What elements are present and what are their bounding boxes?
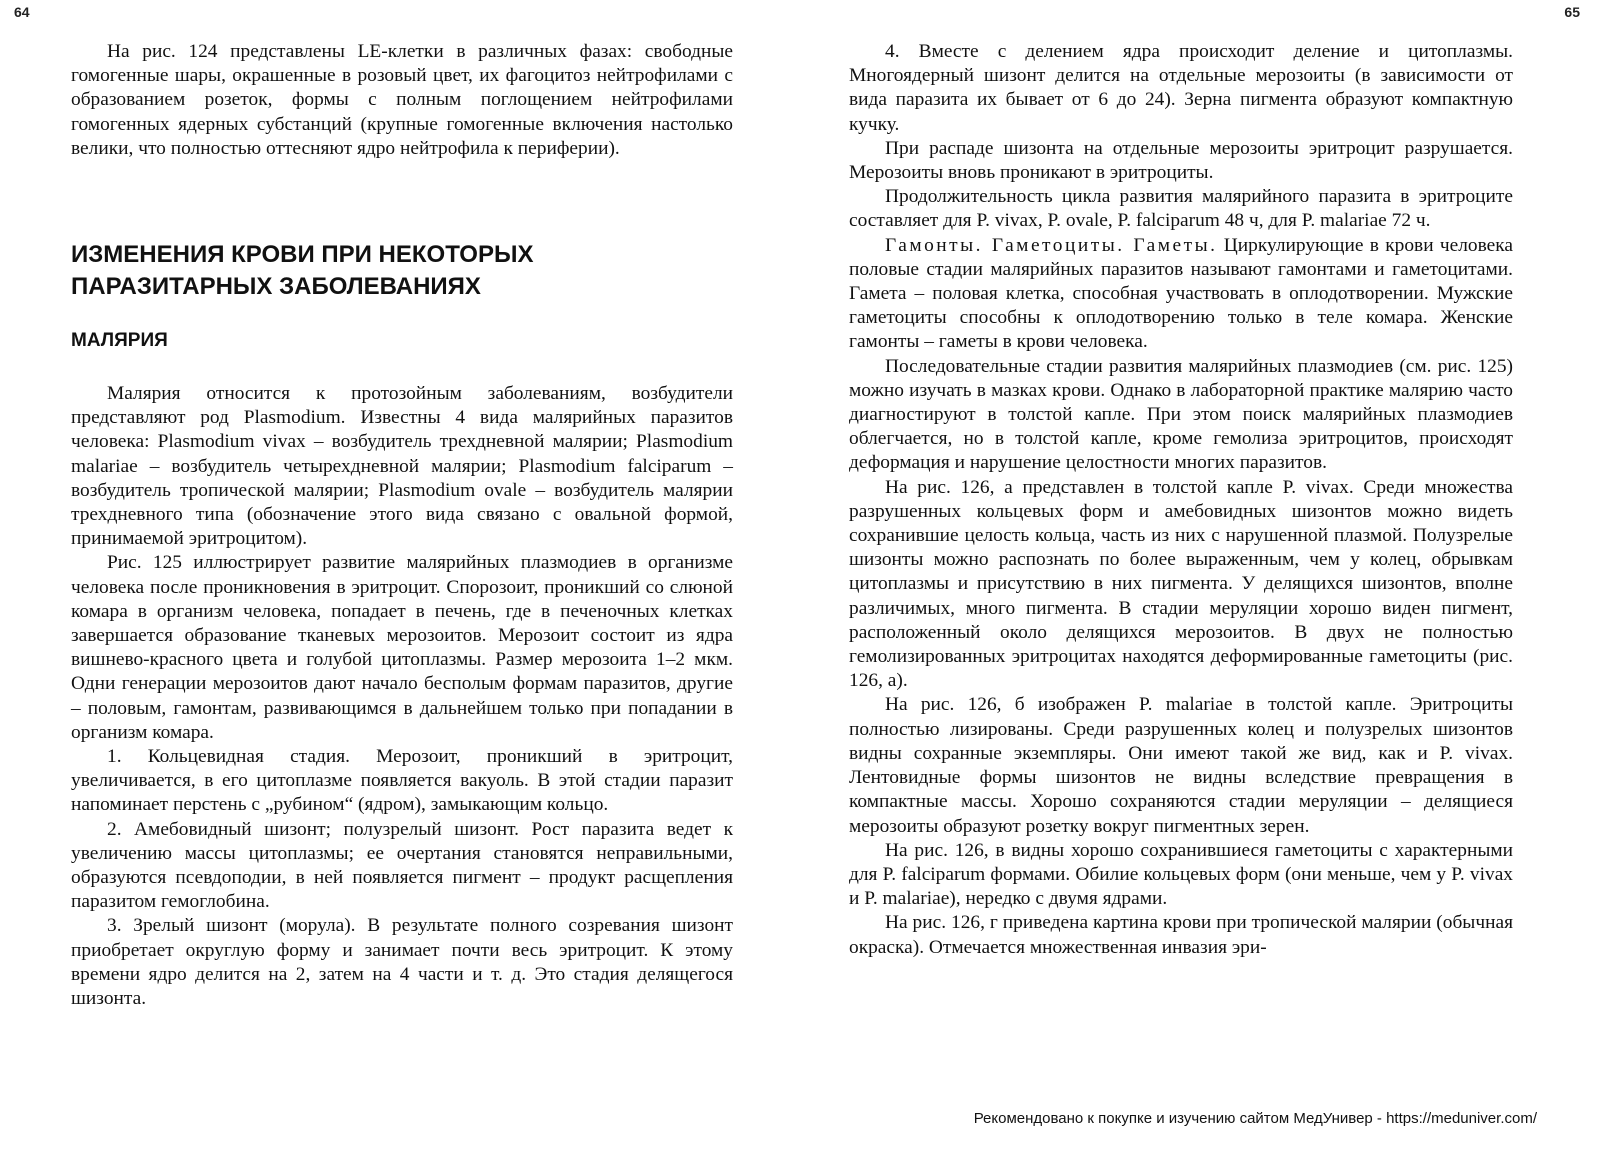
section-title [71,239,733,303]
section-title-line-1: ИЗМЕНЕНИЯ КРОВИ ПРИ НЕКОТОРЫХ [71,241,534,269]
paragraph: При распаде шизонта на отдельные мерозоиты эритроцит разрушается. Мерозоиты вновь проникают в эритроциты. [849,137,1513,184]
paragraph: На рис. 126, г приведена картина крови при тропической малярии (обычная окраска). Отмечается множественная инвазия эри- [849,912,1513,958]
gamont-paragraph [849,234,1513,355]
right-page-column [849,40,1513,960]
paragraph: Рис. 125 иллюстрирует развитие малярийных плазмодиев в организме человека после проникновения в эритроцит. Спорозоит, проникший со слюной комара в организм человека, попадает в печень, где в печеночных клетках завершается образование тканевых мерозоитов. Мерозоит состоит из ядра вишнево-красного цвета и голубой цитоплазмы. Размер мерозоита 1–2 мкм. Одни генерации мерозоитов дают начало бесполым формам паразитов, другие – половым, гамонтам, развивающимся в дальнейшем только при попадании в организм комара. [71,552,733,743]
subsection-title: МАЛЯРИЯ [71,330,168,352]
paragraph: На рис. 126, в видны хорошо сохранившиеся гаметоциты с характерными для P. falciparum формами. Обилие кольцевых форм (они меньше, чем у P. vivax и P. malariae), нередко с двумя ядрами. [849,839,1513,910]
page-number-right: 65 [1564,4,1580,20]
paragraph: На рис. 126, б изображен P. malariae в толстой капле. Эритроциты полностью лизированы. Среди разрушенных колец и полузрелых шизонтов видны сохранные экземпляры. Они имеют такой же вид, как и P. vivax. Лентовидные формы шизонтов не видны вследствие превращения в компактные массы. Хорошо сохраняются стадии меруляции – делящиеся мерозоиты образуют розетку вокруг пигментных зерен. [849,694,1513,837]
paragraph: 2. Амебовидный шизонт; полузрелый шизонт. Рост паразита ведет к увеличению массы цитоплазмы; ее очертания становятся неправильными, образуются псевдоподии, в ней появляется пигмент – продукт расщепления паразитом гемоглобина. [71,818,733,913]
paragraph: Продолжительность цикла развития малярийного паразита в эритроците составляет для P. vivax, P. ovale, P. falciparum 48 ч, для P. malariae 72 ч. [849,186,1513,232]
intro-paragraph: На рис. 124 представлены LE-клетки в различных фазах: свободные гомогенные шары, окрашенные в розовый цвет, их фагоцитоз нейтрофилами с образованием розеток, формы с полным поглощением нейтрофилами гомогенных ядерных субстанций (крупные гомогенные включения настолько велики, что полностью оттесняют ядро нейтрофила к периферии). [71,41,733,159]
paragraph: Последовательные стадии развития малярийных плазмодиев (см. рис. 125) можно изучать в мазках крови. Однако в лабораторной практике малярию часто диагностируют в толстой капле. При этом поиск малярийных плазмодиев облегчается, но в толстой капле, кроме гемолиза эритроцитов, происходят деформация и нарушение целостности многих паразитов. [849,355,1513,474]
gamont-text: Циркулирующие в крови человека половые стадии малярийных паразитов называют гамонтами и гаметоцитами. Гамета – половая клетка, способная участвовать в оплодотворении. Мужские гаметоциты способны к оплодотворению только в теле комара. Женские гамонты – гаметы в крови человека. [849,234,1513,353]
section-title-line-2: ПАРАЗИТАРНЫХ ЗАБОЛЕВАНИЯХ [71,273,481,301]
paragraph: 1. Кольцевидная стадия. Мерозоит, проникший в эритроцит, увеличивается, в его цитоплазме появляется вакуоль. В этой стадии паразит напоминает перстень с „рубином“ (ядром), замыкающим кольцо. [71,746,733,816]
paragraph: Малярия относится к протозойным заболеваниям, возбудители представляют род Plasmodium. Известны 4 вида малярийных паразитов человека: Plasmodium vivax – возбудитель трехдневной малярии; Plasmodium malariae – возбудитель четырехдневной малярии; Plasmodium falciparum – возбудитель тропической малярии; Plasmodium ovale – возбудитель малярии трехдневного типа (обозначение этого вида связано с овальной формой, принимаемой эритроцитом). [71,383,733,550]
paragraph: На рис. 126, а представлен в толстой капле P. vivax. Среди множества разрушенных кольцевых форм и амебовидных шизонтов можно видеть сохранившие целость кольца, часть из них с нарушенной плазмой. Полузрелые шизонты можно распознать по более выраженным, чем у колец, обрывкам цитоплазмы и присутствию в них пигмента. У делящихся шизонтов, вполне различимых, много пигмента. В стадии меруляции хорошо виден пигмент, расположенный около делящихся мерозоитов. В двух не полностью гемолизированных эритроцитах находятся деформированные гаметоциты (рис. 126, а). [849,476,1513,692]
left-page-column [71,40,733,1011]
page-number-left: 64 [14,4,30,20]
paragraph: 3. Зрелый шизонт (морула). В результате полного созревания шизонт приобретает округлую форму и занимает почти весь эритроцит. К этому времени ядро делится на 2, затем на 4 части и т. д. Это стадия делящегося шизонта. [71,915,733,1010]
paragraph: 4. Вместе с делением ядра происходит деление и цитоплазмы. Многоядерный шизонт делится на отдельные мерозоиты (в зависимости от вида паразита их бывает от 6 до 24). Зерна пигмента образуют компактную кучку. [849,41,1513,135]
footer-recommendation: Рекомендовано к покупке и изучению сайтом МедУнивер - https://meduniver.com/ [973,1110,1537,1127]
gamont-heading: Гамонты. Гаметоциты. Гаметы. [885,234,1218,256]
